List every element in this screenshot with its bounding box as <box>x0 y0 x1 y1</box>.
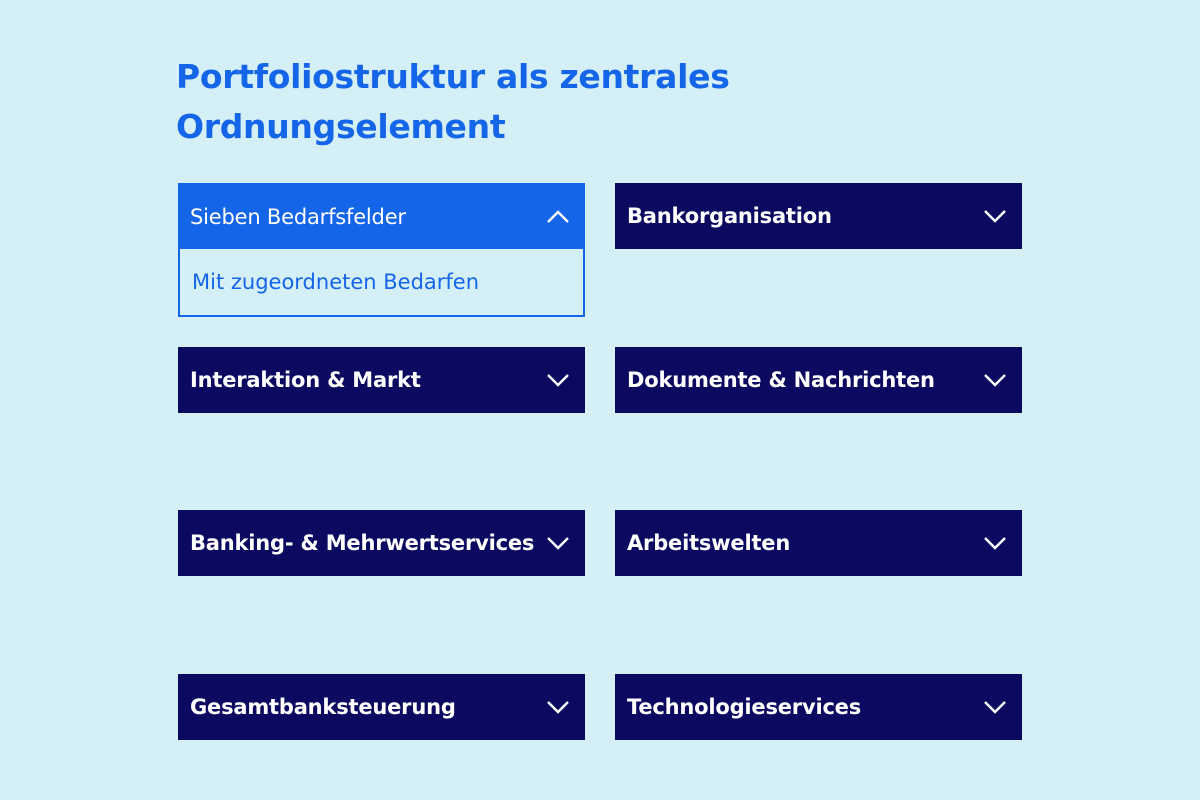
accordion-gesamtbanksteuerung <box>178 674 585 740</box>
accordion-label: Technologieservices <box>627 695 862 719</box>
accordion-label: Interaktion & Markt <box>190 368 421 392</box>
chevron-up-icon[interactable] <box>545 204 571 230</box>
accordion-header-technologieservices[interactable] <box>615 674 1022 740</box>
accordion-arbeitswelten <box>615 510 1022 576</box>
chevron-down-icon[interactable] <box>545 530 571 556</box>
chevron-down-icon[interactable] <box>545 367 571 393</box>
accordion-content-text: Mit zugeordneten Bedarfen <box>192 270 480 294</box>
accordion-dokumente-nachrichten <box>615 347 1022 413</box>
chevron-down-icon[interactable] <box>982 203 1008 229</box>
accordion-content <box>180 249 583 315</box>
chevron-down-icon[interactable] <box>982 367 1008 393</box>
accordion-bankorganisation <box>615 183 1022 249</box>
chevron-down-icon[interactable] <box>982 694 1008 720</box>
accordion-header-sieben-bedarfsfelder[interactable] <box>180 185 583 249</box>
accordion-header-banking-mehrwertservices[interactable] <box>178 510 585 576</box>
accordion-technologieservices <box>615 674 1022 740</box>
accordion-header-dokumente-nachrichten[interactable] <box>615 347 1022 413</box>
accordion-interaktion-markt <box>178 347 585 413</box>
accordion-label: Banking- & Mehrwertservices <box>190 531 535 555</box>
accordion-banking-mehrwertservices <box>178 510 585 576</box>
accordion-header-arbeitswelten[interactable] <box>615 510 1022 576</box>
accordion-label: Dokumente & Nachrichten <box>627 368 935 392</box>
accordion-label: Gesamtbanksteuerung <box>190 695 456 719</box>
accordion-sieben-bedarfsfelder <box>178 183 585 317</box>
chevron-down-icon[interactable] <box>545 694 571 720</box>
accordion-header-gesamtbanksteuerung[interactable] <box>178 674 585 740</box>
accordion-label: Arbeitswelten <box>627 531 791 555</box>
page-title: Portfoliostruktur als zentrales Ordnungselement <box>176 57 730 146</box>
accordion-label: Bankorganisation <box>627 204 832 228</box>
accordion-header-bankorganisation[interactable] <box>615 183 1022 249</box>
accordion-label: Sieben Bedarfsfelder <box>190 205 406 229</box>
chevron-down-icon[interactable] <box>982 530 1008 556</box>
accordion-header-interaktion-markt[interactable] <box>178 347 585 413</box>
